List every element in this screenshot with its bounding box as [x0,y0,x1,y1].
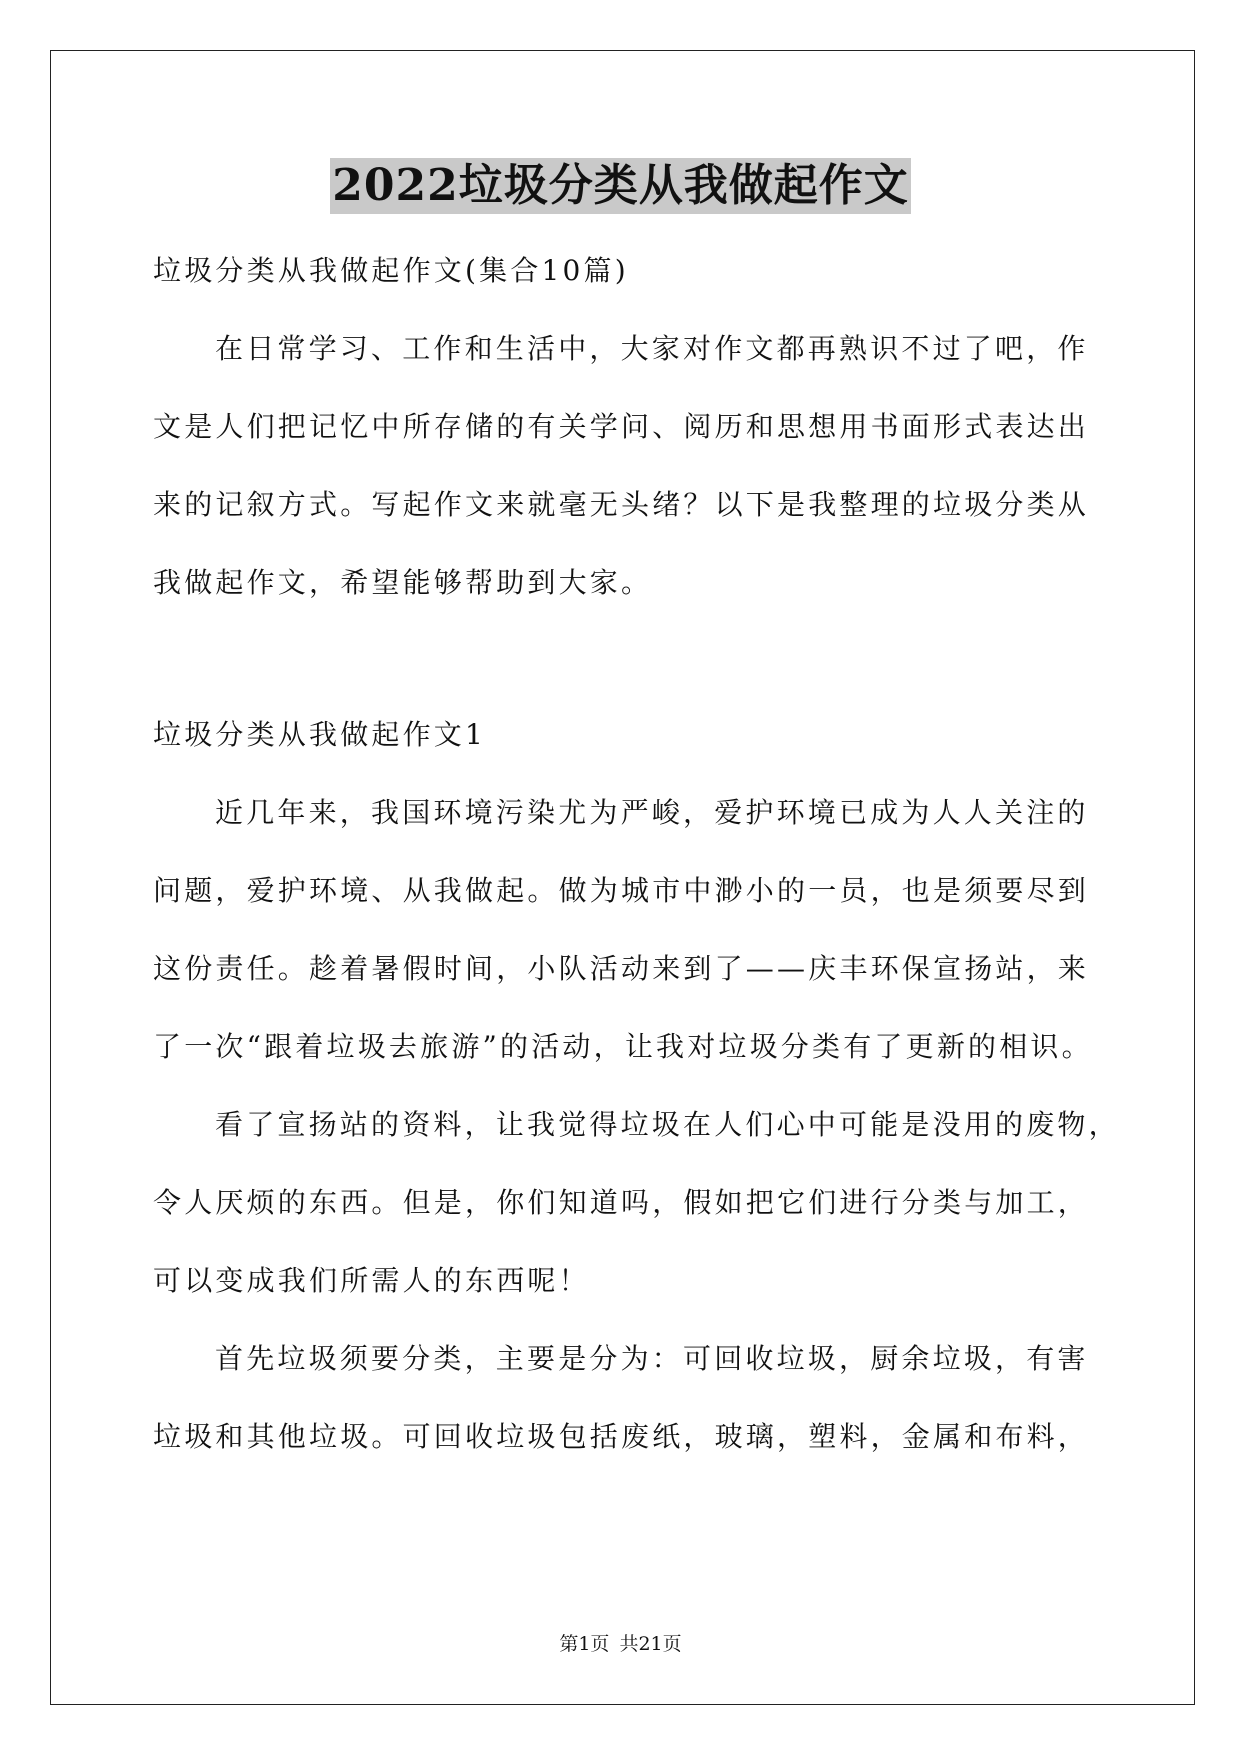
title-container [0,158,1241,214]
section-spacer [153,622,1093,696]
paragraph-line: 垃圾和其他垃圾。可回收垃圾包括废纸，玻璃，塑料，金属和布料， [153,1420,1090,1453]
paragraph-line: 看了宣扬站的资料，让我觉得垃圾在人们心中可能是没用的废物， [215,1108,1120,1141]
intro-line: 文是人们把记忆中所存储的有关学问、阅历和思想用书面形式表达出 [153,410,1090,443]
current-page-label: 第1页 [559,1633,610,1655]
intro-line: 我做起作文，希望能够帮助到大家。 [153,566,653,599]
intro-line: 来的记叙方式。写起作文来就毫无头绪？以下是我整理的垃圾分类从 [153,488,1090,521]
paragraph-line: 了一次“跟着垃圾去旅游”的活动，让我对垃圾分类有了更新的相识。 [153,1030,1093,1063]
document-title: 2022垃圾分类从我做起作文 [330,158,910,214]
paragraph-line: 问题，爱护环境、从我做起。做为城市中渺小的一员，也是须要尽到 [153,874,1090,907]
paragraph-line: 可以变成我们所需人的东西呢！ [153,1264,590,1297]
total-pages-label: 共21页 [619,1633,682,1655]
document-subtitle: 垃圾分类从我做起作文(集合10篇) [153,254,629,287]
section-heading: 垃圾分类从我做起作文1 [153,718,487,751]
page-footer [0,1632,1241,1656]
paragraph-line: 首先垃圾须要分类，主要是分为：可回收垃圾，厨余垃圾，有害 [215,1342,1089,1375]
paragraph-line: 令人厌烦的东西。但是，你们知道吗，假如把它们进行分类与加工， [153,1186,1090,1219]
paragraph-line: 这份责任。趁着暑假时间，小队活动来到了——庆丰环保宣扬站，来 [153,952,1090,985]
document-body [153,232,1120,1476]
intro-line: 在日常学习、工作和生活中，大家对作文都再熟识不过了吧，作 [215,332,1089,365]
paragraph-line: 近几年来，我国环境污染尤为严峻，爱护环境已成为人人关注的 [215,796,1089,829]
